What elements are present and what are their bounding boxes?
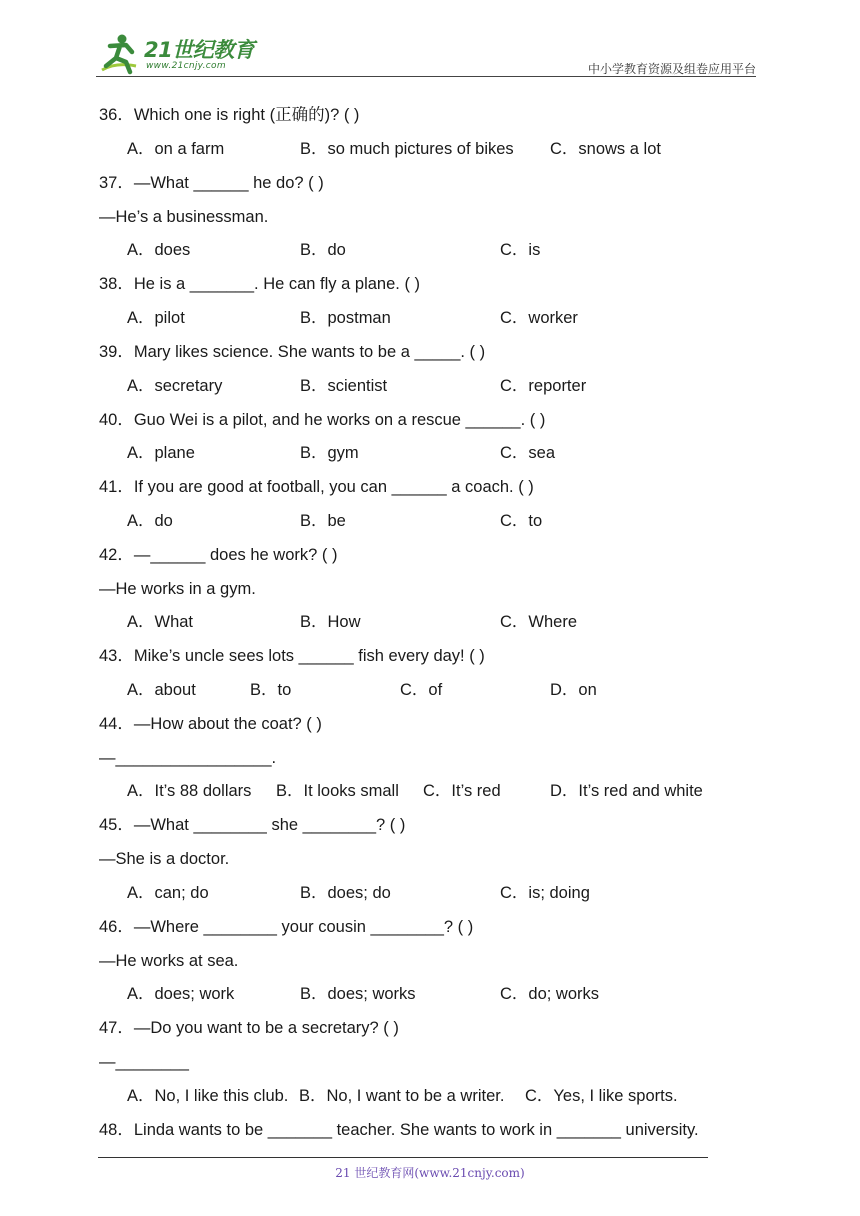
option: B．to	[250, 681, 292, 699]
option: C．is; doing	[500, 884, 590, 902]
question-stem: 39．Mary likes science. She wants to be a _____. ( )	[99, 343, 486, 361]
option: B．No, I want to be a writer.	[299, 1087, 505, 1105]
option: C．snows a lot	[550, 140, 661, 158]
option: B．does; works	[300, 985, 416, 1003]
option: C．It’s red	[423, 782, 501, 800]
header-divider	[96, 76, 756, 77]
question-stem: 48．Linda wants to be _______ teacher. She wants to work in _______ university.	[99, 1121, 699, 1139]
option: B．so much pictures of bikes	[300, 140, 514, 158]
question-stem: 41．If you are good at football, you can ______ a coach. ( )	[99, 478, 534, 496]
question-stem: 37．—What ______ he do? ( )	[99, 174, 324, 192]
option: C．is	[500, 241, 541, 259]
option: A．does; work	[127, 985, 235, 1003]
page-header	[0, 0, 860, 80]
option: C．sea	[500, 444, 556, 462]
option: C．Where	[500, 613, 578, 631]
option: A．can; do	[127, 884, 209, 902]
option: A．on a farm	[127, 140, 225, 158]
logo-url: www.21cnjy.com	[146, 61, 226, 71]
option: C．reporter	[500, 377, 587, 395]
option: A．about	[127, 681, 196, 699]
question-stem: 40．Guo Wei is a pilot, and he works on a rescue ______. ( )	[99, 411, 546, 429]
option: A．plane	[127, 444, 195, 462]
option: A．No, I like this club.	[127, 1087, 289, 1105]
option: C．do; works	[500, 985, 600, 1003]
question-stem: 45．—What ________ she ________? ( )	[99, 816, 406, 834]
question-stem: 44．—How about the coat? ( )	[99, 715, 322, 733]
question-stem: 43．Mike’s uncle sees lots ______ fish every day! ( )	[99, 647, 485, 665]
option: B．It looks small	[276, 782, 399, 800]
option: B．be	[300, 512, 346, 530]
question-reply: —_________________.	[99, 749, 277, 767]
runner-icon	[96, 32, 146, 78]
question-reply: —He works in a gym.	[99, 580, 256, 598]
option: A．do	[127, 512, 173, 530]
option: B．How	[300, 613, 361, 631]
option: C．Yes, I like sports.	[525, 1087, 678, 1105]
option: A．pilot	[127, 309, 185, 327]
option: A．What	[127, 613, 194, 631]
option: A．does	[127, 241, 191, 259]
page-footer: 21 世纪教育网(www.21cnjy.com)	[335, 1166, 525, 1180]
option: C．worker	[500, 309, 578, 327]
header-tagline: 中小学教育资源及组卷应用平台	[587, 62, 756, 76]
option: B．does; do	[300, 884, 391, 902]
option: A．secretary	[127, 377, 223, 395]
question-stem: 38．He is a _______. He can fly a plane. ( )	[99, 275, 421, 293]
question-reply: —________	[99, 1053, 189, 1071]
option: B．gym	[300, 444, 359, 462]
question-stem: 47．—Do you want to be a secretary? ( )	[99, 1019, 399, 1037]
question-stem: 42．—______ does he work? ( )	[99, 546, 338, 564]
footer-divider	[98, 1157, 708, 1158]
question-reply: —He’s a businessman.	[99, 208, 269, 226]
site-logo	[96, 32, 266, 78]
option: C．of	[400, 681, 443, 699]
question-reply: —He works at sea.	[99, 952, 239, 970]
question-stem: 36．Which one is right (正确的)? ( )	[99, 106, 360, 124]
question-stem: 46．—Where ________ your cousin ________? ( )	[99, 918, 474, 936]
option: C．to	[500, 512, 543, 530]
option: B．do	[300, 241, 346, 259]
logo-text: 21世纪教育	[144, 38, 255, 62]
option: D．on	[550, 681, 597, 699]
question-reply: —She is a doctor.	[99, 850, 230, 868]
option: B．postman	[300, 309, 391, 327]
option: B．scientist	[300, 377, 388, 395]
option: D．It’s red and white	[550, 782, 703, 800]
option: A．It’s 88 dollars	[127, 782, 252, 800]
